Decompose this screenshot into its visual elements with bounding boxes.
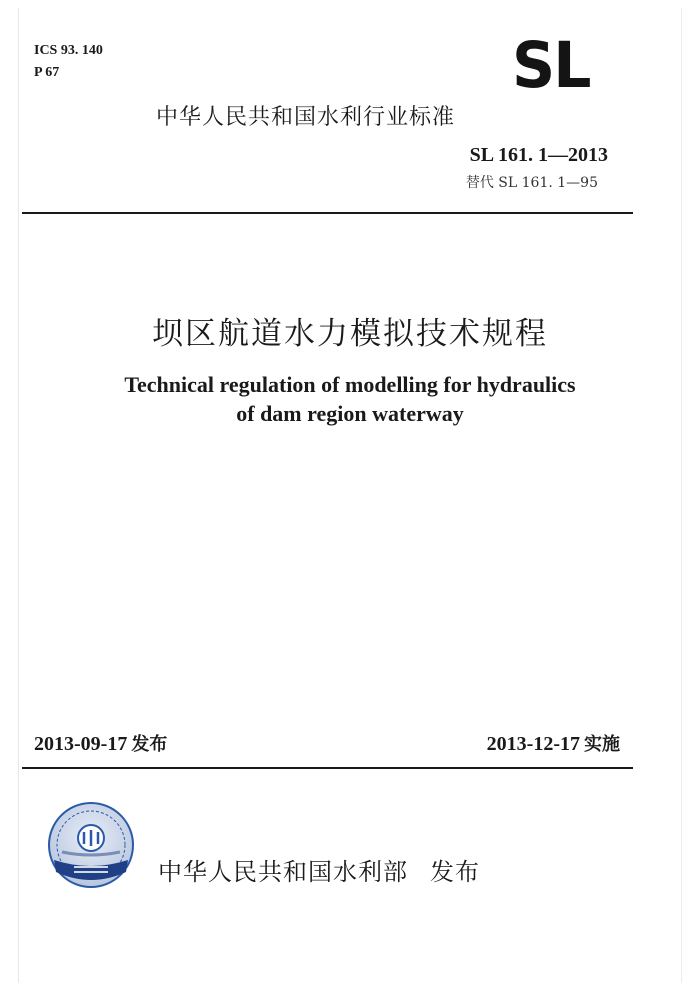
classification-codes [34,40,103,84]
standard-number: SL 161. 1—2013 [469,144,608,166]
publish-label: 发布 [430,858,480,886]
issue-date-block [34,730,167,756]
replaces-standard: 替代 SL 161. 1—95 [465,175,598,191]
issue-label: 发布 [131,734,168,755]
title-chinese: 坝区航道水力模拟技术规程 [152,316,548,352]
top-divider [22,212,633,214]
title-english-line2: of dam region waterway [236,401,464,426]
title-english-line1: Technical regulation of modelling for hydraulics [124,372,576,397]
title-english [0,370,700,428]
ics-code: ICS 93. 140 [34,43,103,58]
industry-standard-heading: 中华人民共和国水利行业标准 [156,105,456,130]
implement-label: 实施 [584,734,620,755]
implement-date-block [487,730,620,756]
bottom-divider [22,767,633,769]
anti-counterfeit-seal-icon [48,802,134,888]
publisher-name: 中华人民共和国水利部 [158,858,408,886]
sl-logo: SL [512,29,590,103]
category-code: P 67 [34,65,60,80]
implement-date: 2013-12-17 [486,733,580,755]
publisher-line [158,852,480,887]
issue-date: 2013-09-17 [34,733,128,755]
